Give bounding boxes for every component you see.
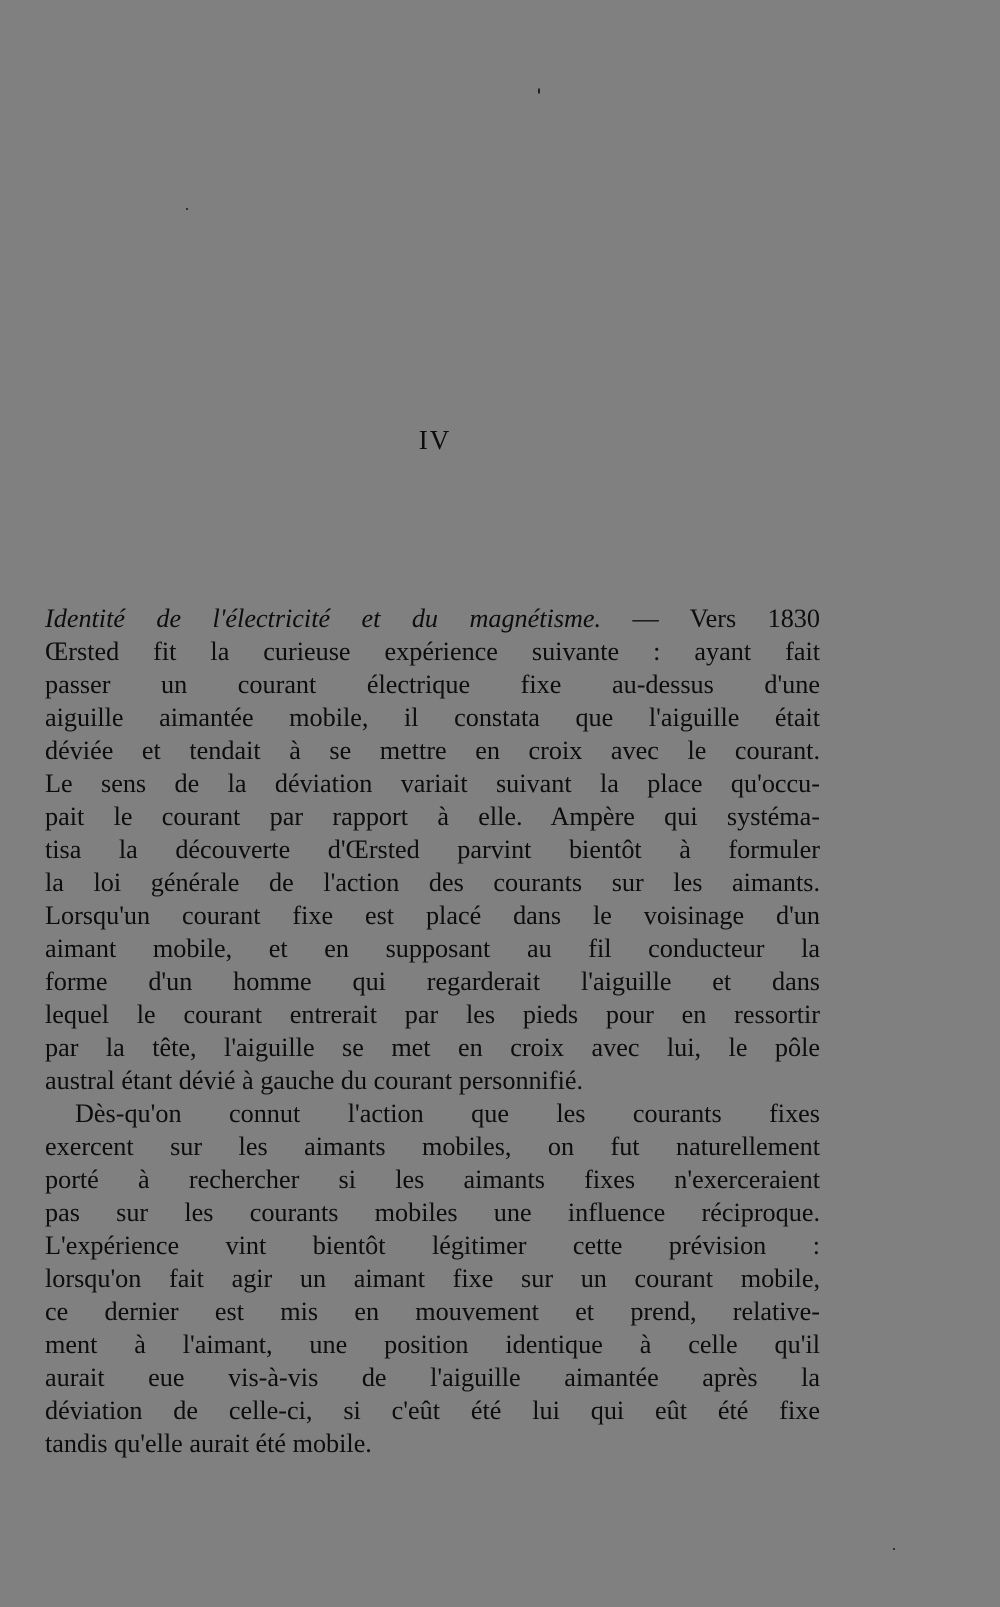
section-title-continuation: — Vers 1830 — [601, 604, 820, 633]
scan-speck — [538, 88, 540, 94]
text-line: la loi générale de l'action des courants sur les aimants. — [45, 868, 820, 897]
text-line: forme d'un homme qui regarderait l'aiguille et dans — [45, 967, 820, 996]
scan-speck — [893, 1548, 895, 1550]
chapter-number: IV — [418, 425, 452, 455]
text-line: pait le courant par rapport à elle. Ampère qui systéma- — [45, 802, 820, 831]
text-line: lorsqu'on fait agir un aimant fixe sur un courant mobile, — [45, 1264, 820, 1293]
text-line: Lorsqu'un courant fixe est placé dans le voisinage d'un — [45, 901, 820, 930]
text-line: lequel le courant entrerait par les pieds pour en ressortir — [45, 1000, 820, 1029]
text-line: ce dernier est mis en mouvement et prend, relative- — [45, 1297, 820, 1326]
paragraph-1-line-1 — [45, 602, 820, 635]
text-line: aiguille aimantée mobile, il constata que l'aiguille était — [45, 703, 820, 732]
text-line: tandis qu'elle aurait été mobile. — [45, 1429, 372, 1458]
text-line: austral étant dévié à gauche du courant personnifié. — [45, 1066, 584, 1095]
text-line: tisa la découverte d'Œrsted parvint bientôt à formuler — [45, 835, 820, 864]
text-line: porté à rechercher si les aimants fixes n'exerceraient — [45, 1165, 820, 1194]
text-line: exercent sur les aimants mobiles, on fut naturellement — [45, 1132, 820, 1161]
text-line: Le sens de la déviation variait suivant la place qu'occu- — [45, 769, 820, 798]
scan-speck — [186, 208, 188, 210]
text-line: L'expérience vint bientôt légitimer cette prévision : — [45, 1231, 820, 1260]
text-line: Œrsted fit la curieuse expérience suivante : ayant fait — [45, 637, 820, 666]
paragraph-2-line-1: Dès-qu'on connut l'action que les courants fixes — [75, 1099, 820, 1128]
text-line: déviation de celle-ci, si c'eût été lui qui eût été fixe — [45, 1396, 820, 1425]
text-line: ment à l'aimant, une position identique à celle qu'il — [45, 1330, 820, 1359]
text-line: pas sur les courants mobiles une influence réciproque. — [45, 1198, 820, 1227]
text-line: passer un courant électrique fixe au-dessus d'une — [45, 670, 820, 699]
text-line: par la tête, l'aiguille se met en croix avec lui, le pôle — [45, 1033, 820, 1062]
section-title: Identité de l'électricité et du magnétisme. — [45, 604, 602, 633]
text-line: aurait eue vis-à-vis de l'aiguille aimantée après la — [45, 1363, 820, 1392]
body-text — [45, 602, 820, 1460]
text-line: déviée et tendait à se mettre en croix avec le courant. — [45, 736, 820, 765]
text-line: aimant mobile, et en supposant au fil conducteur la — [45, 934, 820, 963]
